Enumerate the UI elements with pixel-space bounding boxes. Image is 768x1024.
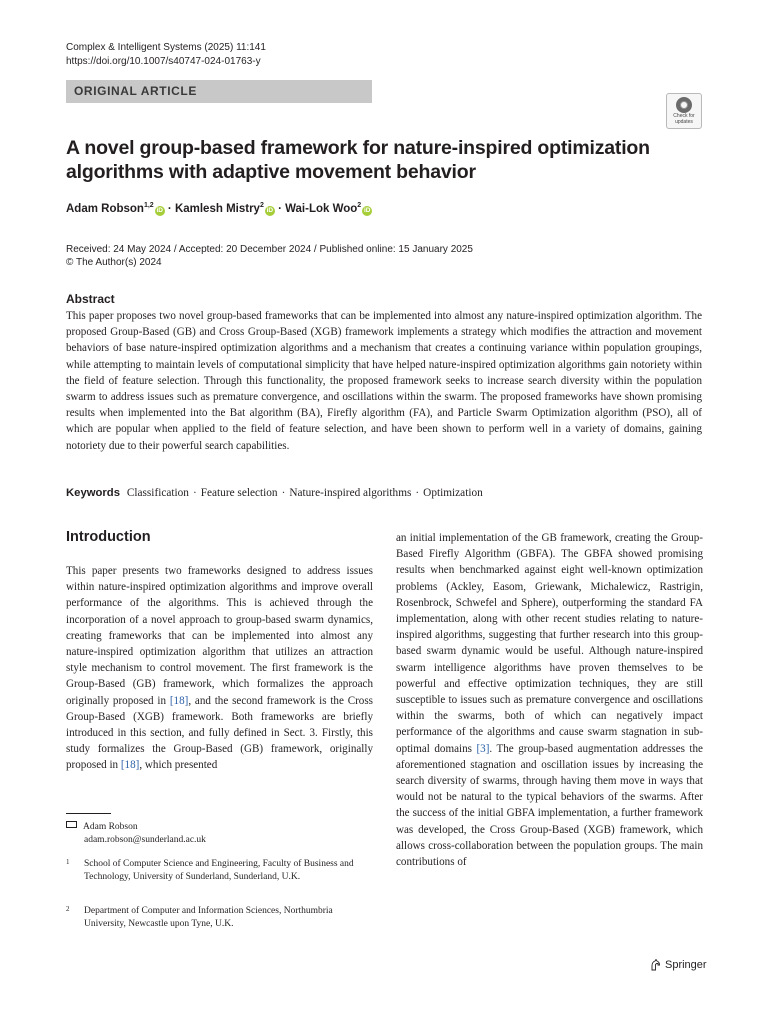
affiliation-text: Department of Computer and Information Sciences, Northumbria University, Newcastle upon Tyne, U.K. (84, 906, 333, 929)
keyword-separator: · (281, 487, 286, 499)
keyword-separator: · (192, 487, 197, 499)
corresponding-email[interactable]: adam.robson@sunderland.ac.uk (84, 835, 206, 845)
keyword: Feature selection (200, 487, 278, 499)
author-affiliation-marker: 2 (357, 202, 362, 209)
citation-link[interactable]: [18] (120, 759, 140, 772)
springer-horse-icon (650, 959, 661, 971)
orcid-icon[interactable]: iD (363, 206, 371, 214)
citation-link[interactable]: [3] (476, 742, 490, 755)
keyword: Classification (126, 487, 189, 499)
publisher-logo (650, 959, 707, 971)
copyright-notice: © The Author(s) 2024 (66, 257, 162, 268)
introduction-heading: Introduction (66, 529, 151, 545)
introduction-right-column (396, 530, 703, 870)
article-type-banner: ORIGINAL ARTICLE (66, 80, 372, 103)
journal-citation: Complex & Intelligent Systems (2025) 11:141 (66, 42, 266, 53)
check-updates-icon (676, 97, 692, 113)
orcid-icon[interactable]: iD (266, 206, 274, 214)
author-name[interactable]: Wai-Lok Woo (285, 202, 358, 215)
check-updates-line1: Check for (673, 113, 695, 119)
affiliation-number: 1 (66, 858, 70, 866)
author-list (66, 202, 372, 216)
keywords-label: Keywords (66, 487, 120, 499)
intro-left-text: , and the second framework is the Cross Group-Based (XGB) framework. Both frameworks are briefly introduced in this section, and fully defined in Sect. 3. Firstly, this study formalizes the Group-Based (GB) framework, originally proposed in (66, 694, 373, 772)
history-dates: Received: 24 May 2024 / Accepted: 20 December 2024 / Published online: 15 January 2025 (66, 244, 473, 255)
author-name[interactable]: Adam Robson (66, 202, 144, 215)
intro-left-text: This paper presents two frameworks designed to address issues within nature-inspired optimization algorithms and improve overall performance of the algorithms. This is achieved through the incorporation of a novel approach to group-based swarm dynamics, creating frameworks that can be implemented into almost any nature-inspired optimization algorithm that utilizes an attraction style mechanism to control movement. The first framework is the Group-Based (GB) framework, which formalizes the approach originally proposed in (66, 565, 373, 707)
intro-right-text: an initial implementation of the GB framework, creating the Group-Based Firefly Algorithm (GBFA). The GBFA showed promising results when benchmarked against eight well-known optimization problems (Ackley, Easom, Griewank, Michalewicz, Rastrigin, Rosenbrock, Schwefel and Sphere), outperforming the standard FA implementation, along with other recent studies relating to nature-inspired algorithms, suggesting that further research into this group-based swarm dynamic would be useful. Although nature-inspired swarm intelligence algorithms have proven themselves to be powerful and effective optimization techniques, they are still susceptible to issues such as premature convergence and oscillations within the swarms, both of which can negatively impact performance of the algorithms and cause swarm stagnation in sub-optimal domains (396, 532, 703, 755)
introduction-left-column (66, 563, 373, 774)
affiliation (66, 858, 366, 884)
affiliation-text: School of Computer Science and Engineering, Faculty of Business and Technology, University of Sunderland, Sunderland, U.K. (84, 859, 354, 882)
abstract-text: This paper proposes two novel group-based frameworks that can be implemented into almost any nature-inspired optimization algorithm. The proposed Group-Based (GB) and Cross Group-Based (XGB) framework implements a strategy which modifies the attraction and movement behaviors of base nature-inspired optimization algorithms and a mechanism that creates a continuing variance within population groupings, while attempting to maintain levels of computational simplicity that have helped nature-inspired optimization algorithms gain notoriety within the field of feature selection. Through this functionality, the proposed framework seeks to increase search diversity within the population swarm to address issues such as premature convergence, and oscillations within the swarm. The proposed frameworks have shown promising results when implemented into the Bat algorithm (BA), Firefly algorithm (FA), and Particle Swarm Optimization algorithm (PSO), all of which are popular when applied to the field of feature selection, and have been shown to perform well in a variety of domains, gaining notoriety due to their powerful search capabilities. (66, 310, 702, 452)
check-updates-line2: updates (675, 118, 693, 125)
correspondence-block (66, 821, 206, 847)
publication-dates (66, 243, 473, 269)
corresponding-author-name: Adam Robson (83, 822, 138, 832)
orcid-icon[interactable]: iD (156, 206, 163, 214)
article-title: A novel group-based framework for nature-inspired optimization algorithms with adaptive movement behavior (66, 137, 650, 183)
doi-link[interactable]: https://doi.org/10.1007/s40747-024-01763-y (66, 56, 261, 67)
author-name[interactable]: Kamlesh Mistry (174, 202, 260, 215)
intro-right-text: . The group-based augmentation addresses the aforementioned stagnation and oscillation issues by increasing the search diversity of swarms, through having them move in ways that would not be natural to the typical behaviors of the swarms. After the success of the initial GBFA implementation, a further framework was developed, the Cross Group-Based (XGB) framework, which allows cross-collaboration between the population groups. The main contributions of (396, 742, 703, 869)
keyword-separator: · (415, 487, 420, 499)
footnote-divider (66, 813, 111, 814)
author-affiliation-marker: 1,2 (143, 202, 154, 209)
envelope-icon (66, 821, 77, 828)
abstract-heading: Abstract (66, 292, 115, 306)
check-for-updates-badge[interactable] (666, 93, 702, 129)
keyword: Optimization (423, 487, 483, 499)
publisher-name: Springer (665, 959, 707, 971)
citation-link[interactable]: [18] (169, 694, 189, 707)
author-separator: · (278, 202, 282, 215)
affiliation-number: 2 (66, 905, 70, 913)
affiliation (66, 905, 366, 931)
keyword: Nature-inspired algorithms (289, 487, 412, 499)
keywords-line (66, 487, 483, 499)
author-separator: · (167, 202, 172, 215)
author-affiliation-marker: 2 (259, 202, 264, 209)
journal-header (66, 41, 266, 69)
intro-left-text: , which presented (139, 759, 218, 772)
